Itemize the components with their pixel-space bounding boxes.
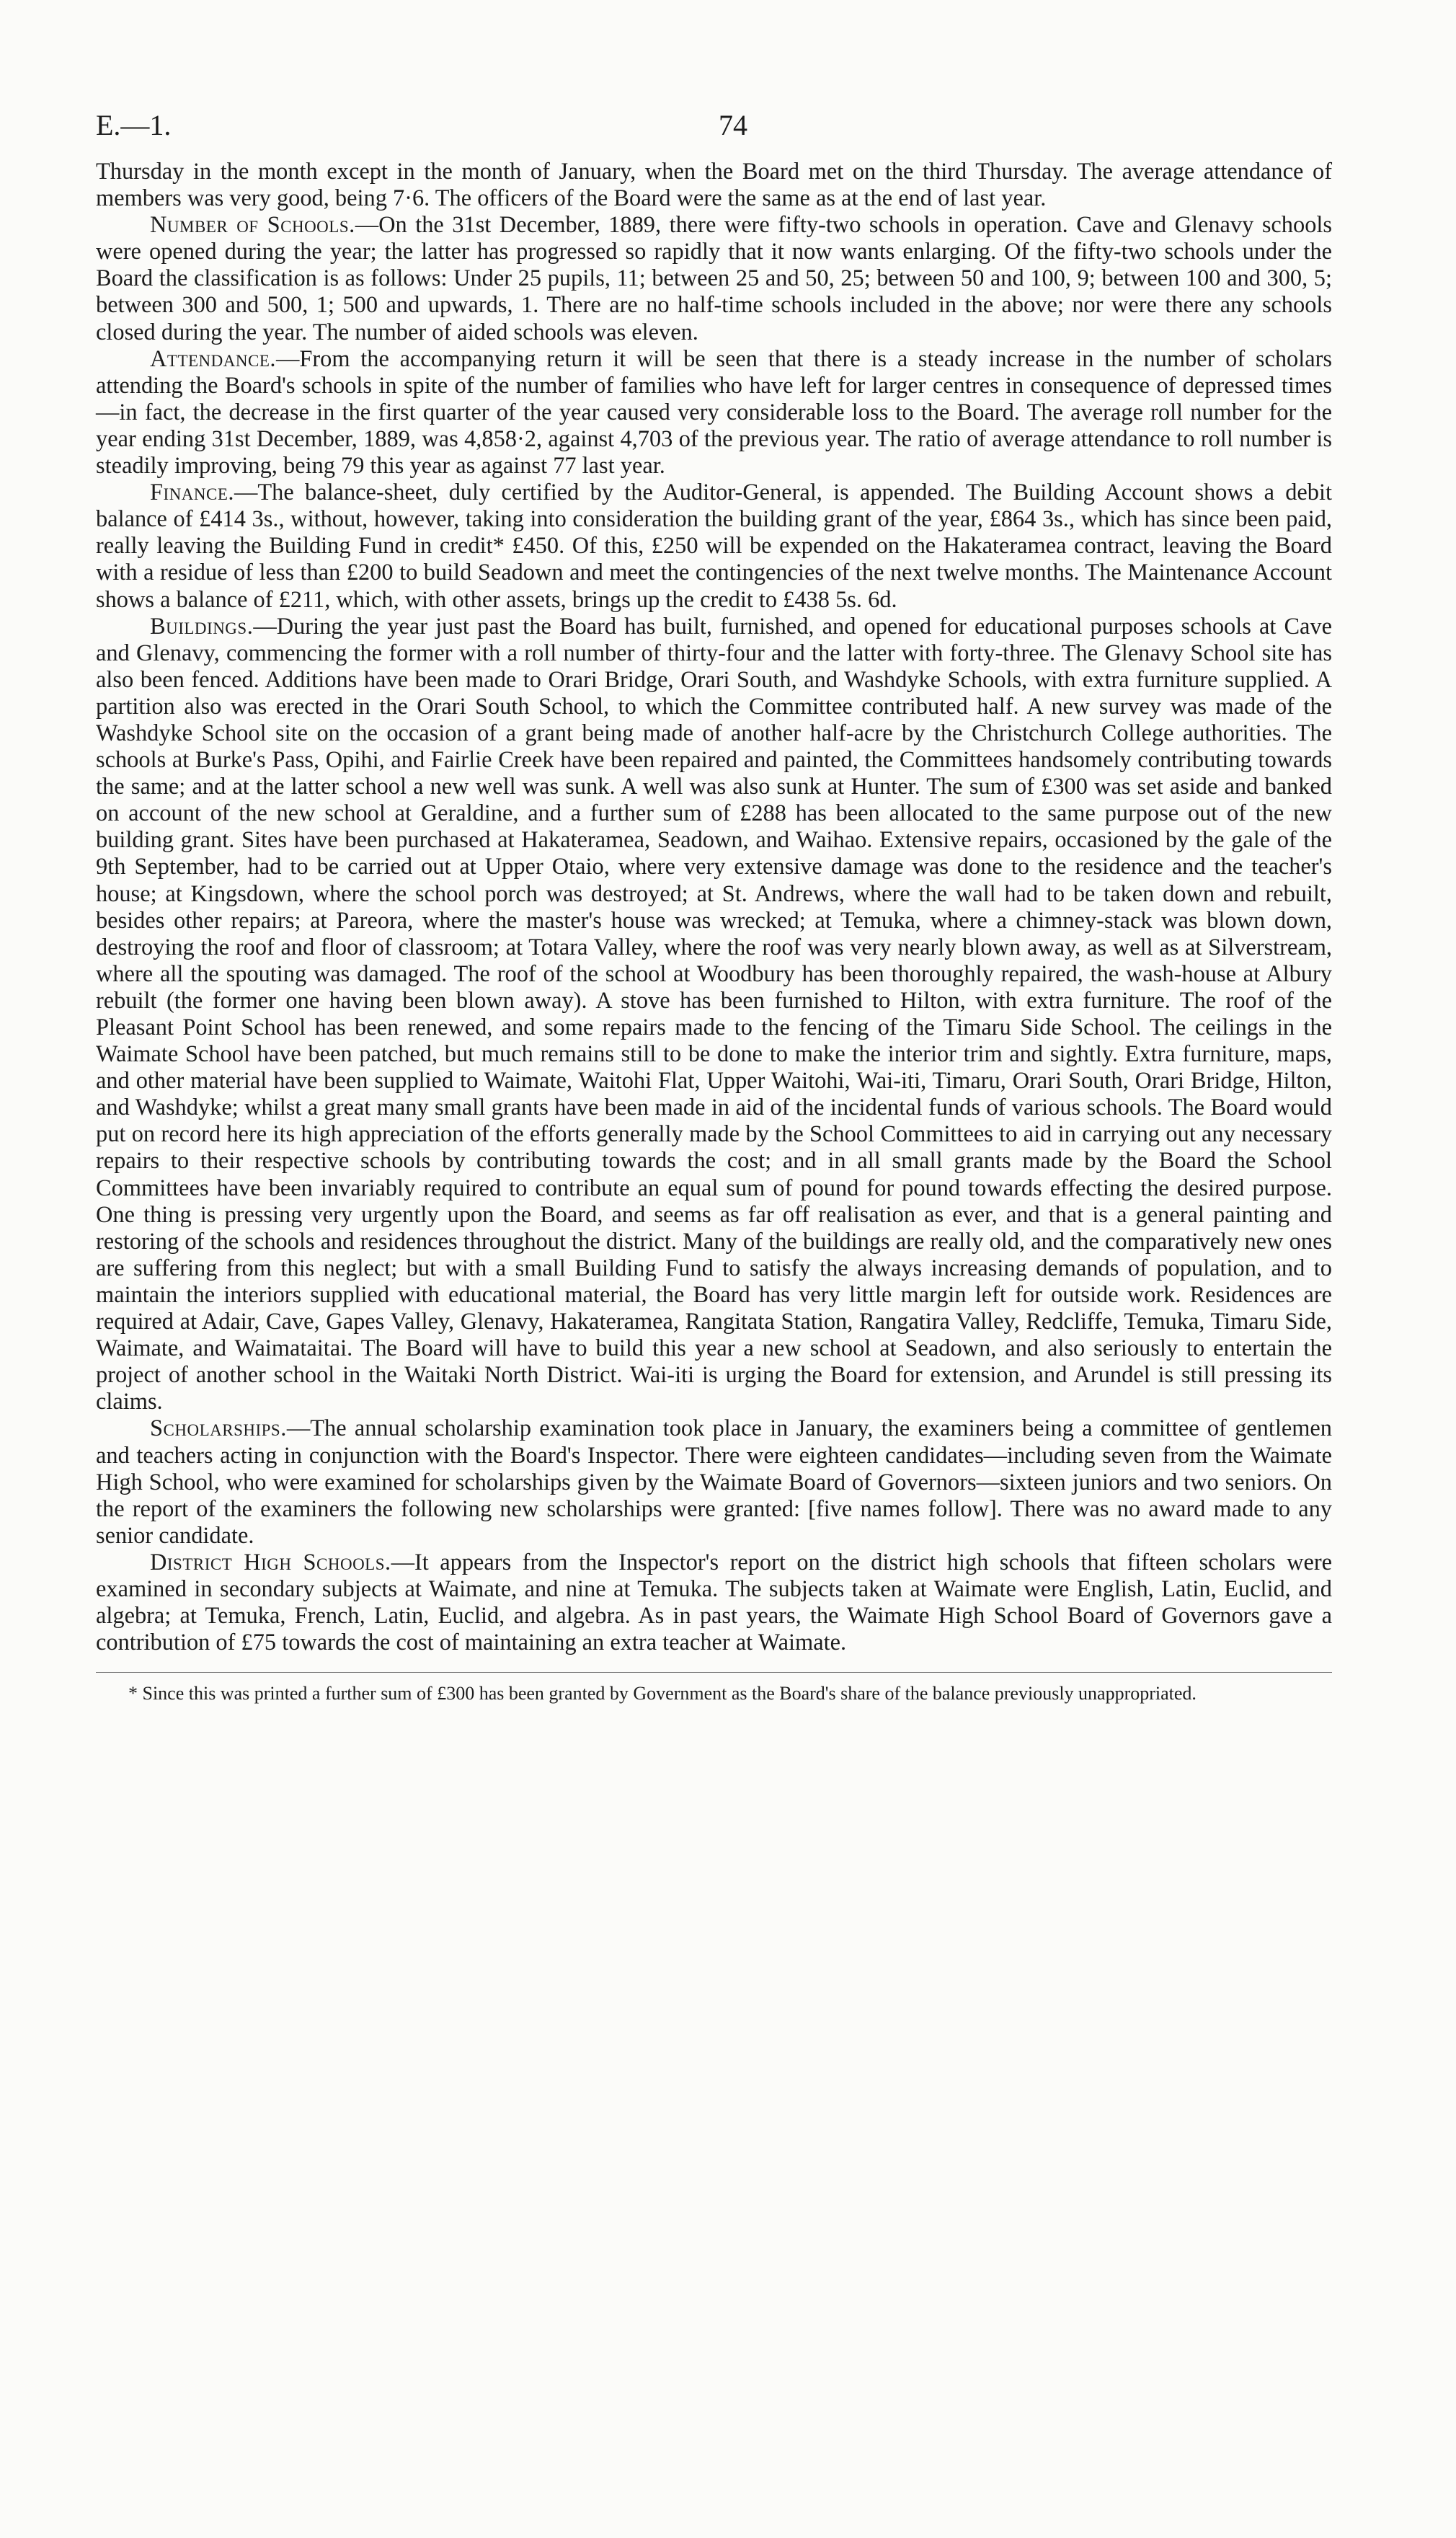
section-heading: Scholarships. xyxy=(150,1415,287,1442)
paragraph-attendance xyxy=(96,346,1332,479)
paragraph-text: —The balance-sheet, duly certified by the Auditor-General, is appended. The Building Account shows a debit balance of £414 3s., without, however, taking into consideration the building grant of the year, £864 3s., which has since been paid, really leaving the Building Fund in credit* £450. Of this, £250 will be expended on the Hakateramea contract, leaving the Board with a residue of less than £200 to build Seadown and meet the contingencies of the next twelve months. The Maintenance Account shows a balance of £211, which, with other assets, brings up the credit to £438 5s. 6d. xyxy=(96,479,1332,613)
section-heading: District High Schools. xyxy=(150,1549,391,1575)
footnote-divider xyxy=(96,1672,1332,1673)
paragraph-buildings xyxy=(96,614,1332,1416)
section-heading: Attendance. xyxy=(150,345,276,372)
paragraph-scholarships xyxy=(96,1415,1332,1549)
section-heading: Number of Schools. xyxy=(150,212,355,239)
section-heading: Finance. xyxy=(150,479,234,506)
paragraph-text: —The annual scholarship examination took place in January, the examiners being a committee of gentlemen and teachers acting in conjunction with the Board's Inspector. There were eighteen candidates—including seven from the Waimate High School, who were examined for scholarships given by the Waimate Board of Governors—sixteen juniors and two seniors. On the report of the examiners the following new scholarships were granted: [five names follow]. There was no award made to any senior candidate. xyxy=(96,1415,1332,1549)
paragraph-text: Thursday in the month except in the month of January, when the Board met on the third Thursday. The average attendance of members was very good, being 7·6. The officers of the Board were the same as at the end of last year. xyxy=(96,159,1332,212)
body-text xyxy=(96,159,1332,1656)
paragraph-district-high-schools xyxy=(96,1549,1332,1656)
paragraph-text: —From the accompanying return it will be seen that there is a steady increase in the number of scholars attending the Board's schools in spite of the number of families who have left for larger centres in consequence of depressed times—in fact, the decrease in the first quarter of the year caused very considerable loss to the Board. The average roll number for the year ending 31st December, 1889, was 4,858·2, against 4,703 of the previous year. The ratio of average attendance to roll number is steadily improving, being 79 this year as against 77 last year. xyxy=(96,345,1332,479)
section-heading: Buildings. xyxy=(150,613,254,640)
paragraph-text: —During the year just past the Board has built, furnished, and opened for educational purposes schools at Cave and Glenavy, commencing the former with a roll number of thirty-four and the latter with forty-three. The Glenavy School site has also been fenced. Additions have been made to Orari Bridge, Orari South, and Washdyke Schools, with extra furniture supplied. A partition also was erected in the Orari South School, to which the Committee contributed half. A new survey was made of the Washdyke School site on the occasion of a grant being made of another half-acre by the Christchurch College authorities. The schools at Burke's Pass, Opihi, and Fairlie Creek have been repaired and painted, the Committees handsomely contributing towards the same; and at the latter school a new well was sunk. A well was also sunk at Hunter. The sum of £300 was set aside and banked on account of the new school at Geraldine, and a further sum of £288 has been allocated to the same purpose out of the new building grant. Sites have been purchased at Hakateramea, Seadown, and Waihao. Extensive repairs, occasioned by the gale of the 9th September, had to be carried out at Upper Otaio, where very extensive damage was done to the residence and the teacher's house; at Kingsdown, where the school porch was destroyed; at St. Andrews, where the wall had to be taken down and rebuilt, besides other repairs; at Pareora, where the master's house was wrecked; at Temuka, where a chimney-stack was blown down, destroying the roof and floor of classroom; at Totara Valley, where the roof was very nearly blown away, as well as at Silverstream, where all the spouting was damaged. The roof of the school at Woodbury has been thoroughly repaired, the wash-house at Albury rebuilt (the former one having been blown away). A stove has been furnished to Hilton, with extra furniture. The roof of the Pleasant Point School has been renewed, and some repairs made to the fencing of the Timaru Side School. The ceilings in the Waimate School have been patched, but much remains still to be done to make the interior trim and sightly. Extra furniture, maps, and other material have been supplied to Waimate, Waitohi Flat, Upper Waitohi, Wai-iti, Timaru, Orari South, Orari Bridge, Hilton, and Washdyke; whilst a great many small grants have been made in aid of the incidental funds of various schools. The Board would put on record here its high appreciation of the efforts generally made by the School Committees to aid in carrying out any necessary repairs to their respective schools by contributing towards the cost; and in all small grants made by the Board the School Committees have been invariably required to contribute an equal sum of pound for pound towards effecting the desired purpose. One thing is pressing very urgently upon the Board, and seems as far off realisation as ever, and that is a general painting and restoring of the schools and residences throughout the district. Many of the buildings are really old, and the comparatively new ones are suffering from this neglect; but with a small Building Fund to satisfy the always increasing demands of population, and to maintain the interiors supplied with educational material, the Board has very little margin left for outside work. Residences are required at Adair, Cave, Gapes Valley, Glenavy, Hakateramea, Rangitata Station, Rangatira Valley, Redcliffe, Temuka, Timaru Side, Waimate, and Waimataitai. The Board will have to build this year a new school at Seadown, and also seriously to entertain the project of another school in the Waitaki North District. Wai-iti is urging the Board for extension, and Arundel is still pressing its claims. xyxy=(96,613,1332,1415)
page-header xyxy=(96,108,1332,159)
footnote: * Since this was printed a further sum of £300 has been granted by Government as the Board's share of the balance previously unappropriated. xyxy=(128,1683,1197,1704)
paragraph-text: —On the 31st December, 1889, there were fifty-two schools in operation. Cave and Glenavy schools were opened during the year; the latter has progressed so rapidly that it now wants enlarging. Of the fifty-two schools under the Board the classification is as follows: Under 25 pupils, 11; between 25 and 50, 25; between 50 and 100, 9; between 100 and 300, 5; between 300 and 500, 1; 500 and upwards, 1. There are no half-time schools included in the above; nor were there any schools closed during the year. The number of aided schools was eleven. xyxy=(96,212,1332,345)
document-reference: E.—1. xyxy=(96,109,172,141)
paragraph-continuation xyxy=(96,159,1332,212)
document-page xyxy=(96,108,1332,1704)
paragraph-number-of-schools xyxy=(96,212,1332,345)
page-number: 74 xyxy=(719,109,747,141)
paragraph-finance xyxy=(96,479,1332,613)
paragraph-text: —It appears from the Inspector's report on the district high schools that fifteen scholars were examined in secondary subjects at Waimate, and nine at Temuka. The subjects taken at Waimate were English, Latin, Euclid, and algebra; at Temuka, French, Latin, Euclid, and algebra. As in past years, the Waimate High School Board of Governors gave a contribution of £75 towards the cost of maintaining an extra teacher at Waimate. xyxy=(96,1549,1332,1656)
